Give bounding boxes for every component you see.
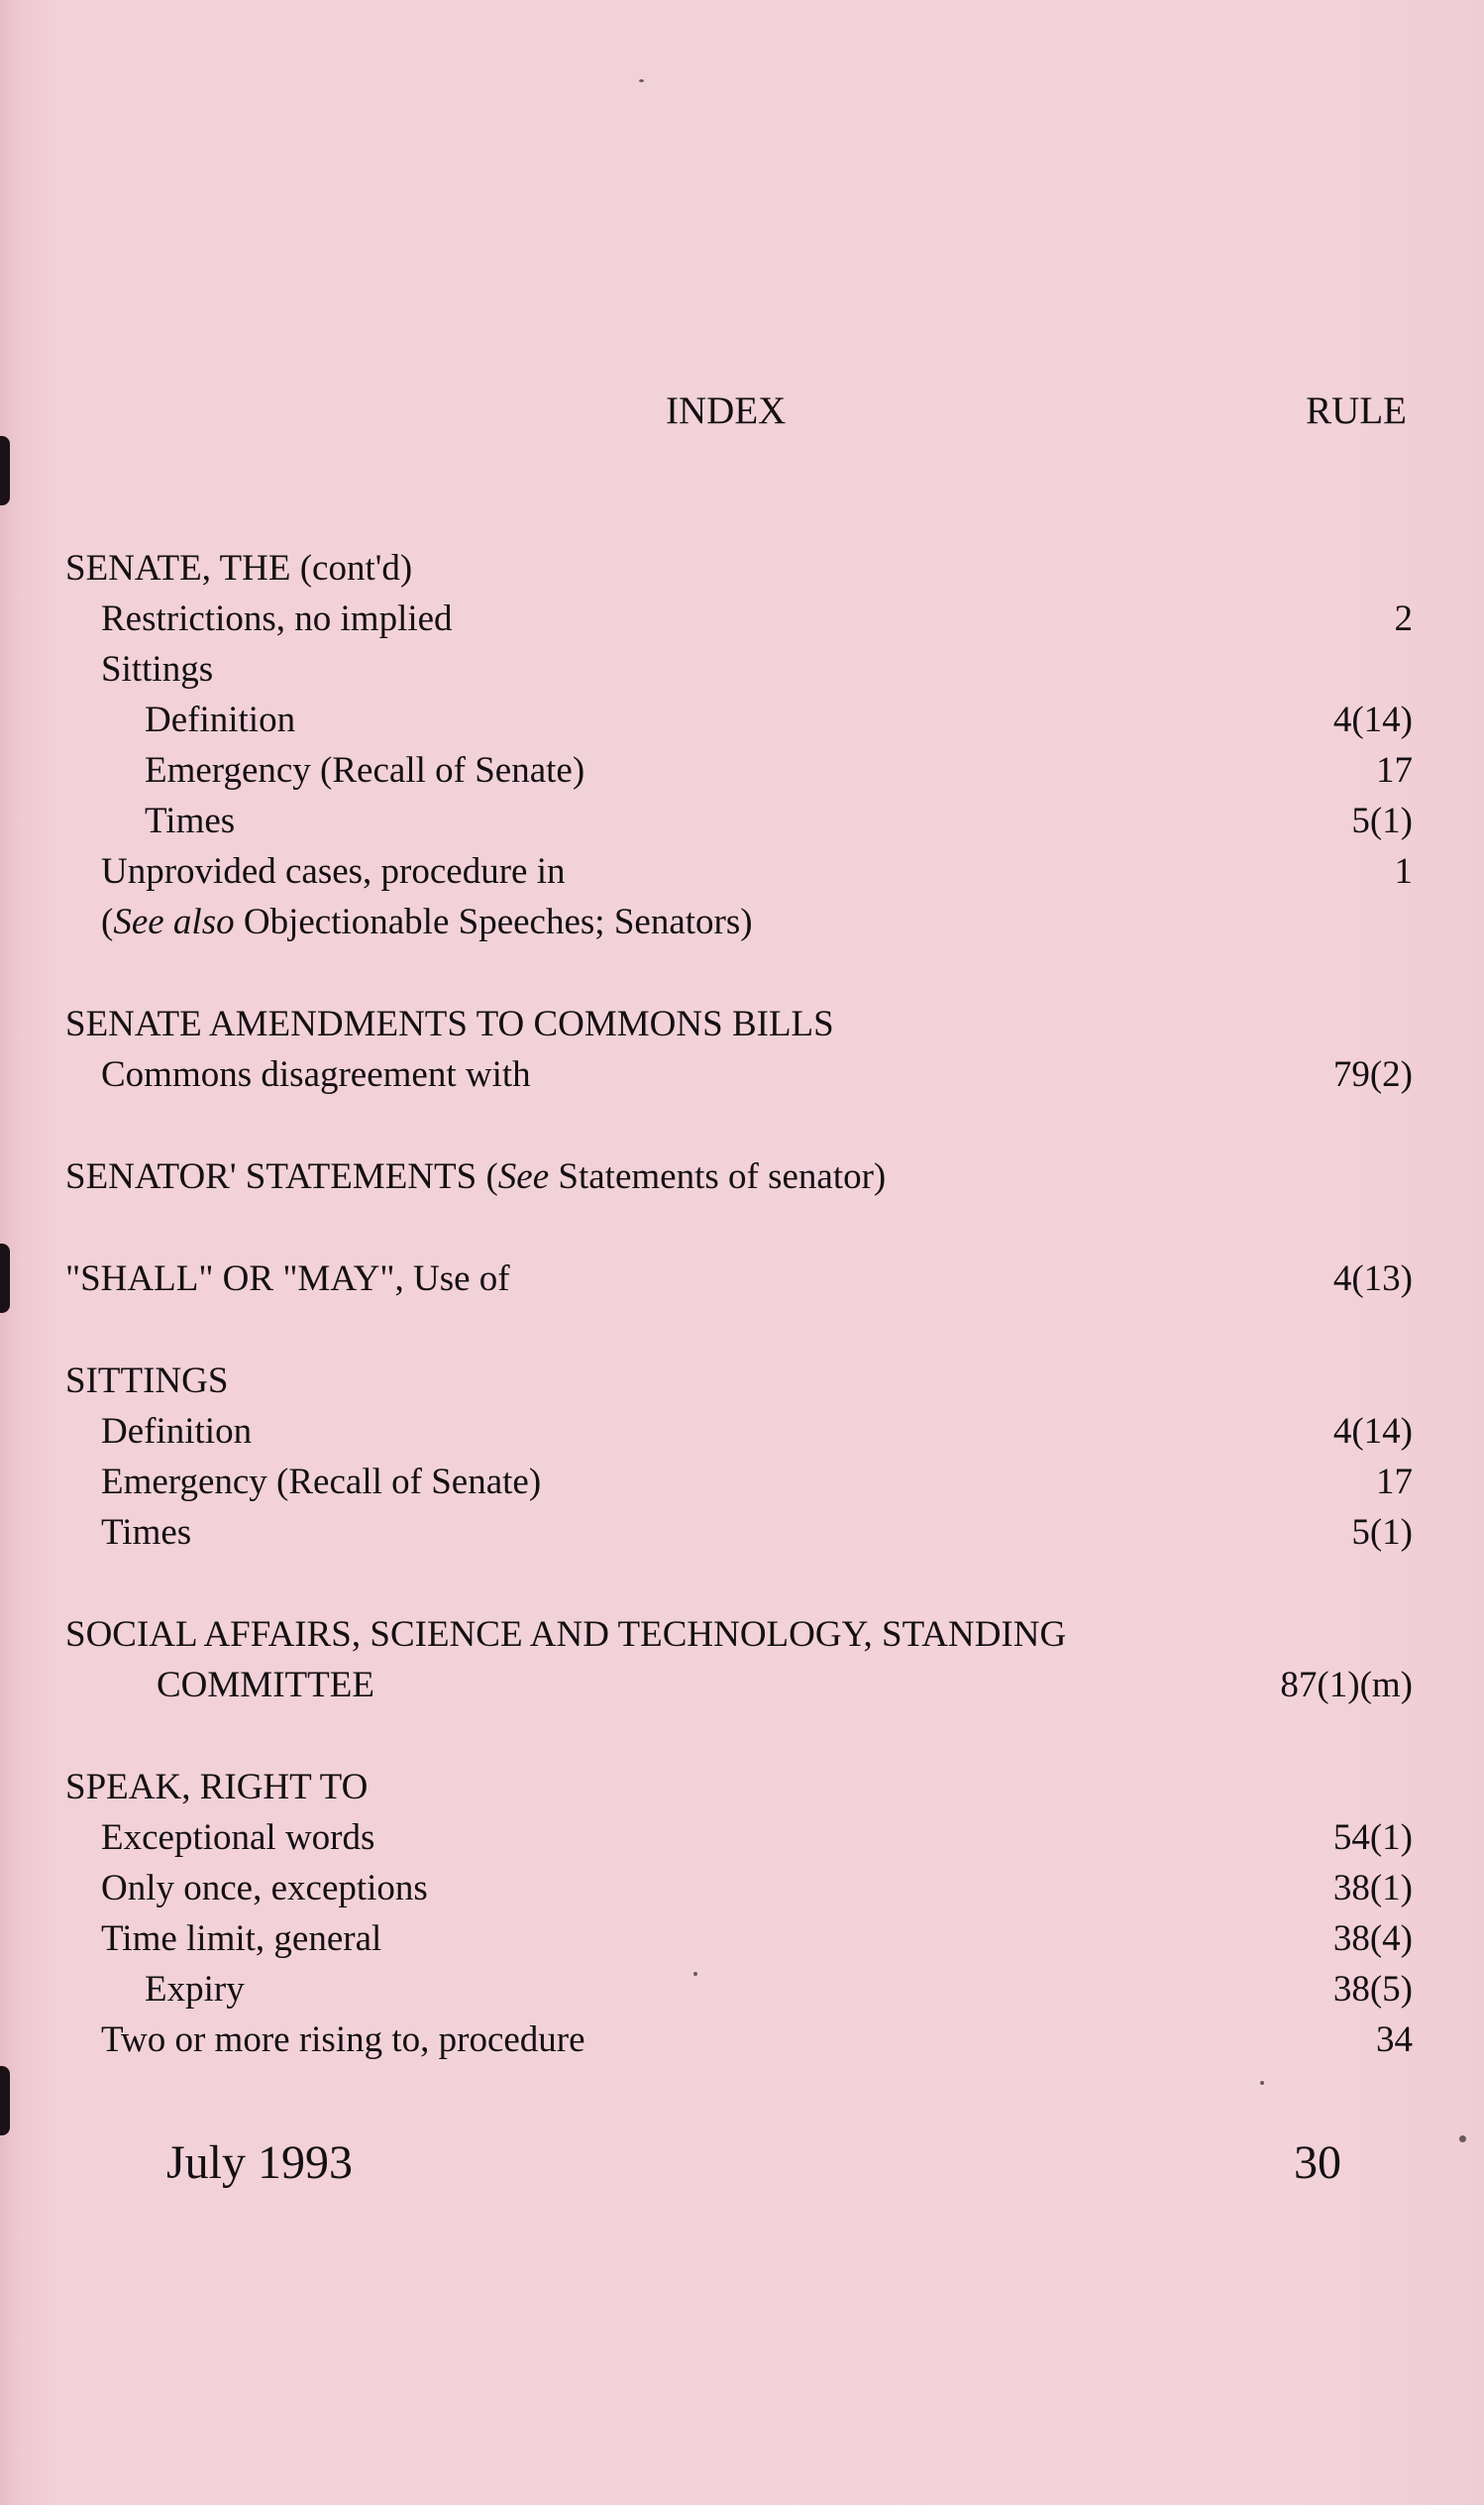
page-number: 30 <box>1294 2136 1341 2189</box>
entry-text: SENATE, THE (cont'd) <box>65 548 413 589</box>
entry-text: SOCIAL AFFAIRS, SCIENCE AND TECHNOLOGY, STANDING <box>65 1614 1067 1655</box>
binding-mark <box>0 436 10 505</box>
index-entry <box>65 695 1413 745</box>
rule-number: 4(13) <box>1332 1258 1413 1299</box>
entry-text: (See also Objectionable Speeches; Senators) <box>101 902 753 942</box>
entry-text: Definition <box>101 1411 253 1452</box>
index-entry <box>65 2015 1413 2065</box>
cross-reference-word: See also <box>113 902 235 942</box>
entry-text: SENATE AMENDMENTS TO COMMONS BILLS <box>65 1004 834 1044</box>
index-entry <box>65 897 1413 947</box>
index-heading <box>65 999 1413 1049</box>
index-entry <box>65 745 1413 796</box>
footer-date: July 1993 <box>166 2136 354 2189</box>
entry-text: Emergency (Recall of Senate) <box>101 1462 542 1502</box>
entry-text: SENATOR' STATEMENTS (See Statements of senator) <box>65 1156 887 1197</box>
section-gap <box>65 947 1413 999</box>
page-header <box>59 388 1407 438</box>
index-entry <box>65 1406 1413 1457</box>
paper-speck <box>1260 2081 1264 2085</box>
rule-number: 17 <box>1376 1462 1413 1502</box>
binding-mark <box>0 1244 10 1313</box>
entry-text: Two or more rising to, procedure <box>101 2019 585 2060</box>
entry-text: Restrictions, no implied <box>101 599 453 639</box>
entry-text: Definition <box>145 700 296 740</box>
index-entry <box>65 1913 1413 1964</box>
index-entry <box>65 1049 1413 1100</box>
entry-text: SITTINGS <box>65 1361 229 1401</box>
index-heading <box>65 543 1413 594</box>
index-entry <box>65 1660 1413 1710</box>
rule-number: 2 <box>1394 599 1413 639</box>
index-entry <box>65 1964 1413 2015</box>
rule-number: 54(1) <box>1332 1817 1413 1858</box>
binding-mark <box>0 2066 10 2135</box>
entry-text: Commons disagreement with <box>101 1054 531 1095</box>
paper-speck <box>1459 2135 1466 2142</box>
index-entry <box>65 1863 1413 1913</box>
section-gap <box>65 1100 1413 1151</box>
entry-text: Unprovided cases, procedure in <box>101 851 566 892</box>
rule-number: 38(1) <box>1332 1868 1413 1908</box>
paper-speck <box>693 1972 697 1976</box>
index-entry <box>65 1812 1413 1863</box>
index-heading <box>65 1609 1413 1660</box>
section-gap <box>65 1558 1413 1609</box>
index-heading <box>65 1356 1413 1406</box>
rule-number: 38(4) <box>1332 1918 1413 1959</box>
index-heading <box>65 1762 1413 1812</box>
rule-number: 1 <box>1394 851 1413 892</box>
rule-number: 4(14) <box>1332 1411 1413 1452</box>
index-list <box>65 543 1413 2065</box>
entry-text: Emergency (Recall of Senate) <box>145 750 585 791</box>
index-heading <box>65 1253 1413 1304</box>
entry-text: Expiry <box>145 1969 245 2010</box>
rule-number: 4(14) <box>1332 700 1413 740</box>
entry-text: COMMITTEE <box>157 1665 374 1705</box>
entry-text: "SHALL" OR "MAY", Use of <box>65 1258 510 1299</box>
index-entry <box>65 796 1413 846</box>
entry-text: Sittings <box>101 649 214 690</box>
rule-number: 38(5) <box>1332 1969 1413 2010</box>
rule-number: 34 <box>1376 2019 1413 2060</box>
rule-column-label: RULE <box>1306 389 1407 432</box>
index-entry <box>65 846 1413 897</box>
entry-text: Times <box>101 1512 192 1553</box>
rule-number: 5(1) <box>1351 801 1413 841</box>
entry-text: Times <box>145 801 236 841</box>
entry-text: Only once, exceptions <box>101 1868 428 1908</box>
rule-number: 79(2) <box>1332 1054 1413 1095</box>
rule-number: 5(1) <box>1351 1512 1413 1553</box>
index-entry <box>65 1457 1413 1507</box>
index-heading <box>65 1151 1413 1202</box>
cross-reference-word: See <box>497 1156 550 1197</box>
entry-text: Time limit, general <box>101 1918 382 1959</box>
paper-speck <box>639 79 644 82</box>
index-entry <box>65 1507 1413 1558</box>
index-entry <box>65 594 1413 644</box>
index-title: INDEX <box>666 389 787 432</box>
rule-number: 87(1)(m) <box>1280 1665 1413 1705</box>
index-entry <box>65 644 1413 695</box>
section-gap <box>65 1710 1413 1762</box>
section-gap <box>65 1202 1413 1253</box>
section-gap <box>65 1304 1413 1356</box>
entry-text: SPEAK, RIGHT TO <box>65 1767 369 1807</box>
entry-text: Exceptional words <box>101 1817 375 1858</box>
rule-number: 17 <box>1376 750 1413 791</box>
